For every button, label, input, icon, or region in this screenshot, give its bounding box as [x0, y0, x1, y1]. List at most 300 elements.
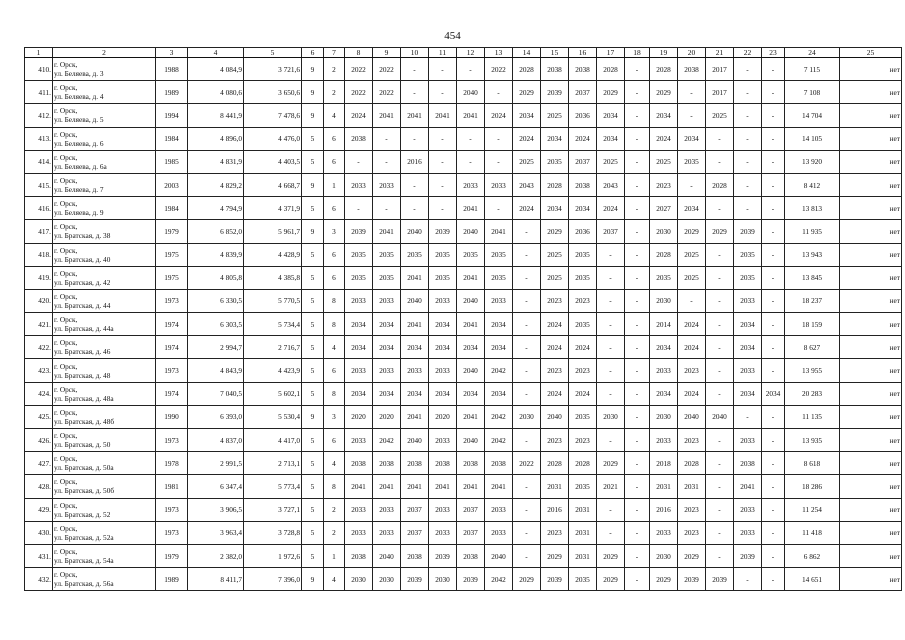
cell-c16: 2028: [569, 452, 597, 475]
living-area-cell: 5 770,5: [244, 289, 302, 312]
cell-c23: -: [762, 289, 785, 312]
cell-c22: 2033: [734, 521, 762, 544]
address-city: г. Орск,: [54, 523, 78, 533]
cell-c23: -: [762, 568, 785, 591]
cell-c7: 6: [324, 266, 345, 289]
cell-c9: 2033: [373, 498, 401, 521]
table-row: [25, 197, 902, 220]
cell-c12: 2039: [457, 568, 485, 591]
cost-cell: 13 955: [785, 359, 840, 382]
cell-c17: -: [597, 289, 625, 312]
year-cell: 1974: [156, 382, 188, 405]
year-cell: 1988: [156, 58, 188, 81]
address-street: ул. Беляева, д. 7: [54, 185, 104, 195]
cell-c19: 2030: [650, 220, 678, 243]
year-cell: 1979: [156, 544, 188, 567]
cell-c11: 2030: [429, 568, 457, 591]
address-cell: [53, 521, 156, 544]
flag-cell: нет: [840, 150, 902, 173]
table-row: [25, 405, 902, 428]
cell-c22: -: [734, 405, 762, 428]
cell-c20: -: [678, 81, 706, 104]
cell-c20: 2024: [678, 382, 706, 405]
cell-c6: 9: [302, 81, 324, 104]
address-city: г. Орск,: [54, 268, 78, 278]
cell-c16: 2024: [569, 382, 597, 405]
cell-c16: 2035: [569, 313, 597, 336]
cost-cell: 6 862: [785, 544, 840, 567]
cell-c19: 2033: [650, 359, 678, 382]
flag-cell: нет: [840, 359, 902, 382]
cell-c9: 2033: [373, 521, 401, 544]
cell-c23: -: [762, 266, 785, 289]
cell-c19: 2023: [650, 173, 678, 196]
cell-c12: 2041: [457, 266, 485, 289]
total-area-cell: 6 347,4: [188, 475, 244, 498]
cell-c18: -: [625, 359, 650, 382]
flag-cell: нет: [840, 220, 902, 243]
cell-c14: -: [513, 289, 541, 312]
cell-c15: 2016: [541, 498, 569, 521]
cost-cell: 14 704: [785, 104, 840, 127]
cell-c8: 2033: [345, 521, 373, 544]
cell-c13: 2038: [485, 452, 513, 475]
address-cell: [53, 313, 156, 336]
flag-cell: нет: [840, 58, 902, 81]
address-street: ул. Братская, д. 48: [54, 370, 111, 380]
cell-c21: 2025: [706, 104, 734, 127]
cell-c17: -: [597, 498, 625, 521]
cell-c8: 2039: [345, 220, 373, 243]
address-cell: [53, 475, 156, 498]
living-area-cell: 4 476,0: [244, 127, 302, 150]
total-area-cell: 4 794,9: [188, 197, 244, 220]
cell-c6: 5: [302, 382, 324, 405]
cell-c8: 2038: [345, 127, 373, 150]
cell-c12: 2034: [457, 382, 485, 405]
cell-c21: 2028: [706, 173, 734, 196]
year-cell: 1985: [156, 150, 188, 173]
cell-c10: -: [401, 58, 429, 81]
cell-c16: 2034: [569, 197, 597, 220]
cell-c22: -: [734, 197, 762, 220]
cell-c10: 2037: [401, 521, 429, 544]
cell-c10: 2041: [401, 475, 429, 498]
cell-c14: 2025: [513, 150, 541, 173]
cell-c10: 2041: [401, 266, 429, 289]
cost-cell: 13 813: [785, 197, 840, 220]
cell-c11: -: [429, 197, 457, 220]
cell-c14: -: [513, 475, 541, 498]
cell-c13: 2041: [485, 220, 513, 243]
cell-c14: -: [513, 521, 541, 544]
cell-c20: 2034: [678, 197, 706, 220]
address-street: ул. Братская, д. 44а: [54, 324, 114, 334]
cell-c21: -: [706, 150, 734, 173]
cell-c18: -: [625, 568, 650, 591]
cell-c19: 2028: [650, 58, 678, 81]
cell-c9: 2035: [373, 243, 401, 266]
cell-c22: 2033: [734, 429, 762, 452]
flag-cell: нет: [840, 197, 902, 220]
cost-cell: 18 286: [785, 475, 840, 498]
cell-c9: 2041: [373, 475, 401, 498]
cell-c10: 2033: [401, 359, 429, 382]
cell-c10: -: [401, 127, 429, 150]
living-area-cell: 2 716,7: [244, 336, 302, 359]
cell-c14: 2030: [513, 405, 541, 428]
address-city: г. Орск,: [54, 83, 78, 93]
address-city: г. Орск,: [54, 291, 78, 301]
cell-c18: -: [625, 405, 650, 428]
cell-c11: -: [429, 81, 457, 104]
address-city: г. Орск,: [54, 129, 78, 139]
cell-c22: -: [734, 173, 762, 196]
living-area-cell: 3 727,1: [244, 498, 302, 521]
cell-c8: 2033: [345, 429, 373, 452]
cell-c8: 2035: [345, 266, 373, 289]
cell-c7: 4: [324, 336, 345, 359]
cell-c22: 2034: [734, 336, 762, 359]
cell-c8: 2020: [345, 405, 373, 428]
table-row: [25, 104, 902, 127]
living-area-cell: 4 668,7: [244, 173, 302, 196]
cell-c23: -: [762, 150, 785, 173]
cell-c19: 2029: [650, 568, 678, 591]
address-cell: [53, 289, 156, 312]
cell-c7: 6: [324, 197, 345, 220]
row-number: 426.: [25, 429, 53, 452]
cell-c22: 2034: [734, 313, 762, 336]
cell-c6: 5: [302, 429, 324, 452]
cell-c15: 2034: [541, 197, 569, 220]
year-cell: 1984: [156, 127, 188, 150]
cell-c15: 2023: [541, 289, 569, 312]
cell-c7: 6: [324, 429, 345, 452]
address-city: г. Орск,: [54, 454, 78, 464]
cell-c9: 2022: [373, 81, 401, 104]
cell-c12: 2041: [457, 104, 485, 127]
cell-c18: -: [625, 127, 650, 150]
cell-c20: 2034: [678, 127, 706, 150]
cell-c17: 2043: [597, 173, 625, 196]
cell-c6: 5: [302, 313, 324, 336]
cell-c13: 2022: [485, 58, 513, 81]
cost-cell: 18 237: [785, 289, 840, 312]
cell-c16: 2035: [569, 405, 597, 428]
cost-cell: 11 418: [785, 521, 840, 544]
cell-c18: -: [625, 521, 650, 544]
cell-c6: 9: [302, 568, 324, 591]
cell-c21: -: [706, 475, 734, 498]
living-area-cell: 3 721,6: [244, 58, 302, 81]
cell-c9: 2030: [373, 568, 401, 591]
flag-cell: нет: [840, 429, 902, 452]
cell-c18: -: [625, 544, 650, 567]
cost-cell: 20 283: [785, 382, 840, 405]
row-number: 424.: [25, 382, 53, 405]
cell-c9: -: [373, 127, 401, 150]
cell-c6: 5: [302, 336, 324, 359]
total-area-cell: 4 084,9: [188, 58, 244, 81]
cell-c10: 2034: [401, 382, 429, 405]
row-number: 417.: [25, 220, 53, 243]
row-number: 430.: [25, 521, 53, 544]
address-city: г. Орск,: [54, 60, 78, 70]
total-area-cell: 4 831,9: [188, 150, 244, 173]
address-city: г. Орск,: [54, 152, 78, 162]
cell-c22: 2035: [734, 266, 762, 289]
flag-cell: нет: [840, 544, 902, 567]
row-number: 410.: [25, 58, 53, 81]
cost-cell: 11 135: [785, 405, 840, 428]
cell-c12: 2041: [457, 197, 485, 220]
cell-c17: -: [597, 266, 625, 289]
total-area-cell: 2 382,0: [188, 544, 244, 567]
cell-c16: 2035: [569, 243, 597, 266]
total-area-cell: 6 393,0: [188, 405, 244, 428]
cell-c11: 2041: [429, 475, 457, 498]
address-street: ул. Братская, д. 48б: [54, 416, 115, 426]
cell-c21: 2029: [706, 220, 734, 243]
cell-c12: 2037: [457, 521, 485, 544]
cell-c17: 2034: [597, 104, 625, 127]
cell-c6: 5: [302, 127, 324, 150]
cell-c6: 5: [302, 498, 324, 521]
cell-c12: 2040: [457, 81, 485, 104]
cell-c23: -: [762, 475, 785, 498]
year-cell: 1990: [156, 405, 188, 428]
cell-c12: 2033: [457, 173, 485, 196]
cell-c16: 2037: [569, 150, 597, 173]
cell-c12: 2041: [457, 405, 485, 428]
address-city: г. Орск,: [54, 407, 78, 417]
address-street: ул. Братская, д. 44: [54, 300, 111, 310]
cell-c14: -: [513, 336, 541, 359]
cell-c13: 2042: [485, 405, 513, 428]
cell-c17: 2037: [597, 220, 625, 243]
cell-c7: 2: [324, 521, 345, 544]
cell-c16: 2023: [569, 289, 597, 312]
cell-c20: 2038: [678, 58, 706, 81]
cell-c7: 4: [324, 568, 345, 591]
cell-c15: 2024: [541, 382, 569, 405]
table-row: [25, 127, 902, 150]
cell-c21: -: [706, 266, 734, 289]
cell-c21: -: [706, 359, 734, 382]
table-row: [25, 243, 902, 266]
cell-c15: 2024: [541, 313, 569, 336]
cell-c10: -: [401, 197, 429, 220]
cell-c7: 1: [324, 544, 345, 567]
living-area-cell: 7 478,6: [244, 104, 302, 127]
total-area-cell: 4 837,0: [188, 429, 244, 452]
cell-c6: 9: [302, 405, 324, 428]
year-cell: 1973: [156, 498, 188, 521]
cell-c11: -: [429, 173, 457, 196]
table-row: [25, 475, 902, 498]
living-area-cell: 5 773,4: [244, 475, 302, 498]
cell-c16: 2038: [569, 58, 597, 81]
cell-c10: -: [401, 173, 429, 196]
cell-c19: 2018: [650, 452, 678, 475]
page-number: 454: [444, 30, 461, 42]
total-area-cell: 2 991,5: [188, 452, 244, 475]
cell-c9: -: [373, 197, 401, 220]
table-row: [25, 81, 902, 104]
cell-c13: -: [485, 127, 513, 150]
cell-c17: -: [597, 521, 625, 544]
cost-cell: 8 618: [785, 452, 840, 475]
cell-c6: 5: [302, 243, 324, 266]
cell-c20: 2023: [678, 359, 706, 382]
cell-c12: 2035: [457, 243, 485, 266]
cost-cell: 13 943: [785, 243, 840, 266]
cell-c12: 2041: [457, 313, 485, 336]
cell-c10: 2038: [401, 544, 429, 567]
cell-c12: 2038: [457, 452, 485, 475]
address-street: ул. Братская, д. 54а: [54, 556, 114, 566]
cell-c22: -: [734, 104, 762, 127]
cell-c21: -: [706, 521, 734, 544]
cell-c13: 2041: [485, 475, 513, 498]
cell-c18: -: [625, 58, 650, 81]
cell-c15: 2034: [541, 127, 569, 150]
cell-c18: -: [625, 313, 650, 336]
table-row: [25, 429, 902, 452]
row-number: 432.: [25, 568, 53, 591]
cell-c20: 2024: [678, 336, 706, 359]
cell-c15: 2025: [541, 266, 569, 289]
cell-c10: -: [401, 81, 429, 104]
cell-c8: 2034: [345, 313, 373, 336]
cell-c11: 2033: [429, 359, 457, 382]
column-header-8: 8: [345, 48, 373, 58]
cell-c23: -: [762, 359, 785, 382]
cell-c11: -: [429, 127, 457, 150]
cell-c9: 2033: [373, 359, 401, 382]
cell-c13: -: [485, 197, 513, 220]
cell-c10: 2035: [401, 243, 429, 266]
cell-c23: -: [762, 498, 785, 521]
cell-c14: 2029: [513, 81, 541, 104]
living-area-cell: 1 972,6: [244, 544, 302, 567]
cost-cell: 13 845: [785, 266, 840, 289]
cell-c19: 2030: [650, 544, 678, 567]
cost-cell: 14 105: [785, 127, 840, 150]
address-cell: [53, 568, 156, 591]
cell-c18: -: [625, 498, 650, 521]
cell-c17: -: [597, 382, 625, 405]
flag-cell: нет: [840, 173, 902, 196]
year-cell: 1973: [156, 289, 188, 312]
cell-c16: 2023: [569, 429, 597, 452]
cell-c19: 2027: [650, 197, 678, 220]
cell-c18: -: [625, 220, 650, 243]
cell-c13: 2033: [485, 521, 513, 544]
cell-c8: 2030: [345, 568, 373, 591]
table-row: [25, 544, 902, 567]
column-header-18: 18: [625, 48, 650, 58]
cell-c17: 2029: [597, 452, 625, 475]
address-city: г. Орск,: [54, 338, 78, 348]
address-cell: [53, 405, 156, 428]
cell-c13: 2042: [485, 359, 513, 382]
cell-c15: 2035: [541, 150, 569, 173]
cell-c19: 2016: [650, 498, 678, 521]
cell-c19: 2030: [650, 405, 678, 428]
cell-c8: 2034: [345, 336, 373, 359]
address-cell: [53, 150, 156, 173]
cell-c8: 2035: [345, 243, 373, 266]
cell-c14: 2043: [513, 173, 541, 196]
year-cell: 1981: [156, 475, 188, 498]
cell-c23: -: [762, 521, 785, 544]
cell-c18: -: [625, 81, 650, 104]
column-header-16: 16: [569, 48, 597, 58]
cell-c10: 2041: [401, 313, 429, 336]
cell-c14: 2024: [513, 127, 541, 150]
cell-c7: 8: [324, 475, 345, 498]
cell-c21: -: [706, 197, 734, 220]
cell-c15: 2039: [541, 81, 569, 104]
cell-c17: 2021: [597, 475, 625, 498]
cell-c7: 4: [324, 104, 345, 127]
cell-c22: 2033: [734, 498, 762, 521]
cell-c16: 2031: [569, 521, 597, 544]
cell-c15: 2024: [541, 336, 569, 359]
cost-cell: 7 115: [785, 58, 840, 81]
row-number: 421.: [25, 313, 53, 336]
cell-c6: 9: [302, 220, 324, 243]
cell-c13: 2033: [485, 498, 513, 521]
cell-c11: 2034: [429, 313, 457, 336]
row-number: 414.: [25, 150, 53, 173]
row-number: 423.: [25, 359, 53, 382]
cell-c9: 2041: [373, 104, 401, 127]
cell-c7: 8: [324, 313, 345, 336]
cell-c15: 2039: [541, 568, 569, 591]
address-street: ул. Братская, д. 56а: [54, 579, 114, 589]
cell-c7: 2: [324, 58, 345, 81]
row-number: 425.: [25, 405, 53, 428]
column-header-6: 6: [302, 48, 324, 58]
cell-c21: -: [706, 313, 734, 336]
cell-c10: 2037: [401, 498, 429, 521]
cell-c7: 8: [324, 382, 345, 405]
total-area-cell: 4 805,8: [188, 266, 244, 289]
cell-c11: 2038: [429, 452, 457, 475]
cell-c11: 2034: [429, 336, 457, 359]
table-row: [25, 313, 902, 336]
cell-c16: 2023: [569, 359, 597, 382]
cell-c13: 2033: [485, 173, 513, 196]
cell-c13: 2035: [485, 243, 513, 266]
cost-cell: 14 651: [785, 568, 840, 591]
cell-c19: 2030: [650, 289, 678, 312]
cell-c13: 2042: [485, 568, 513, 591]
address-street: ул. Беляева, д. 6: [54, 138, 104, 148]
cell-c10: 2040: [401, 289, 429, 312]
cell-c17: 2029: [597, 544, 625, 567]
cell-c13: -: [485, 150, 513, 173]
flag-cell: нет: [840, 498, 902, 521]
column-header-5: 5: [244, 48, 302, 58]
column-header-17: 17: [597, 48, 625, 58]
cell-c20: -: [678, 104, 706, 127]
cell-c7: 6: [324, 243, 345, 266]
living-area-cell: 2 713,1: [244, 452, 302, 475]
